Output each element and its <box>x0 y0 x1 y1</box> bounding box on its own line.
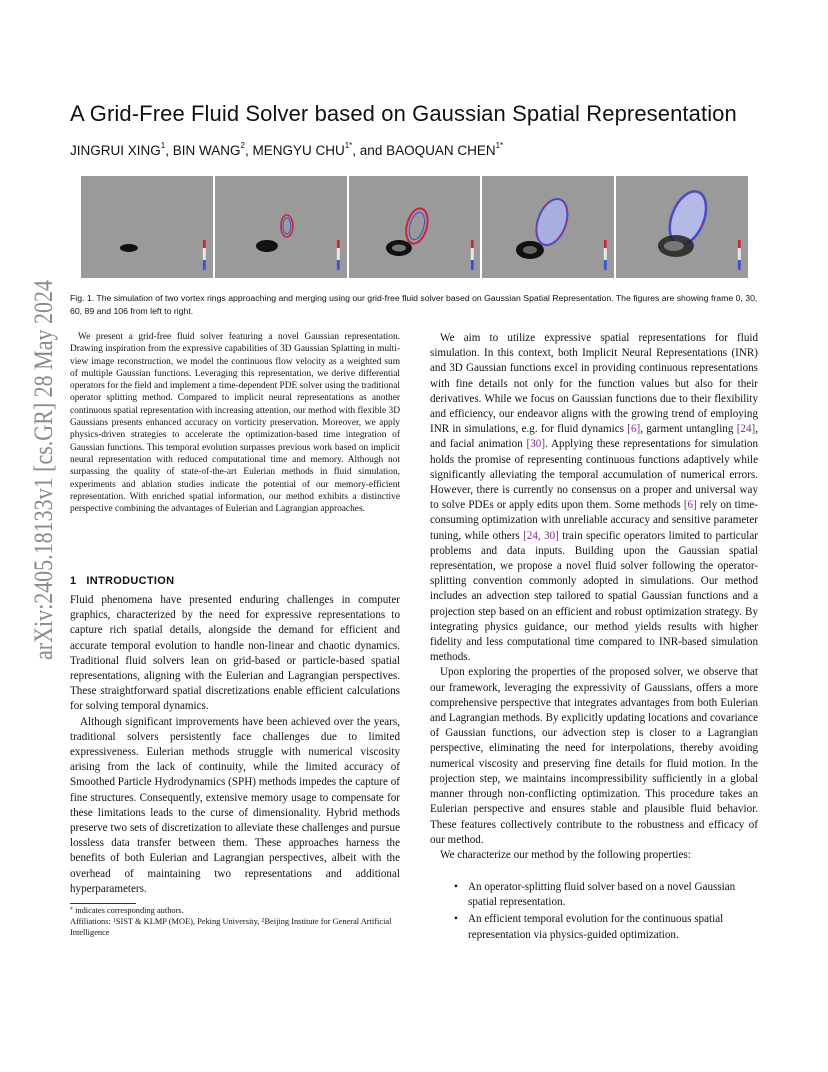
intro-paragraph: Fluid phenomena have presented enduring challenges in computer graphics, characterized by the need for expressive representations to capture rich spatial details, alongside the demand for efficient and accurate temporal evolution to handle non-linear and chaotic dynamics. Traditional fluid solvers lean on grid-based or particle-based spatial representations, aligning with the Eulerian and Lagrangian perspectives. These straightforward spatial discretizations enable efficient calculations for solving temporal dynamics. <box>70 594 400 713</box>
intro-paragraph: We aim to utilize expressive spatial representations for fluid simulation. In this context, both Implicit Neural Representations (INR) and 3D Gaussian functions excel in providing continuous representations with fine details not only for the function values but also for their derivatives. While we focus on Gaussian functions due to their flexibility and efficiency, our endeavor aligns with the growing trend of employing INR in simulations, e.g. for fluid dynamics [6], garment untangling [24], and facial animation [30]. Applying these representations for simulation holds the promise of representing continuous functions adaptively while significantly alleviating the temporal accumulation of numerical errors. However, there is currently no consensus on a proper and universal way to solve PDEs or apply edits upon them. Some methods [6] rely on time-consuming optimization with unreliable accuracy and sensitive parameter tuning, while others [24, 30] train specific operators limited to particular problems and data inputs. Building upon the Gaussian spatial representation, we propose a novel fluid solver following the operator-splitting convention commonly adopted in simulations. Our method includes an advection step tailored to spatial Gaussian functions and a projection step based on an efficient and robust optimization strategy. By integrating physics guidance, our method yields results with higher fidelity and less computational time compared to INR-based simulation methods. <box>430 332 758 664</box>
author-affiliation-mark: 1 <box>160 141 166 150</box>
paper-title: A Grid-Free Fluid Solver based on Gaussian Spatial Representation <box>70 101 737 126</box>
introduction-left-column <box>70 593 400 897</box>
introduction-right-column <box>430 331 758 863</box>
section-heading-introduction <box>70 575 174 587</box>
properties-list <box>452 880 758 945</box>
author-name: JINGRUI XING <box>70 143 161 158</box>
author-affiliation-mark: 1* <box>344 141 353 150</box>
author-affiliation-mark: 2 <box>240 141 245 150</box>
citation-link[interactable]: [30] <box>526 438 546 451</box>
figure-frame-106 <box>616 176 748 278</box>
author-name: MENGYU CHU <box>252 143 345 158</box>
citation-link[interactable]: [6] <box>683 499 697 512</box>
figure-frame-89 <box>482 176 614 278</box>
arxiv-stamp-text: arXiv:2405.18133v1 [cs.GR] 28 May 2024 <box>29 270 58 660</box>
intro-paragraph: Although significant improvements have been achieved over the years, traditional solvers persistently face challenges due to limited expressiveness. Eulerian methods struggle with numerical viscosity arising from the lack of continuity, while the limited accuracy of Smoothed Particle Hydrodynamics (SPH) methods impedes the capture of fine structures. Consequently, extensive memory usage to compensate for these limitations leads to the curse of dimensionality. Hybrid methods preserve two sets of discretization to alleviate these challenges and pursue lossless data transfer between them. These approaches harness the benefits of both Eulerian and Lagrangian perspectives, albeit with the overhead of maintaining two representations and additional hyperparameters. <box>70 715 400 895</box>
footnote-corresponding: * indicates corresponding authors. <box>70 906 184 915</box>
author-name: BAOQUAN CHEN <box>386 143 496 158</box>
figure-frame-30 <box>215 176 347 278</box>
figure-frame-60 <box>349 176 481 278</box>
citation-link[interactable]: [24] <box>736 423 756 436</box>
figure-1-strip <box>81 176 748 278</box>
list-item: • An efficient temporal evolution for the continuous spatial representation via physics-guided optimization. <box>454 913 724 941</box>
abstract <box>70 331 400 515</box>
author-affiliation-mark: 1* <box>495 141 504 150</box>
section-number: 1 <box>70 575 77 587</box>
footnote-rule <box>70 903 136 904</box>
intro-paragraph: Upon exploring the properties of the proposed solver, we observe that our framework, leveraging the expressivity of Gaussians, offers a more comprehensive perspective that integrates advantages from both Eulerian and Lagrangian methods. By explicitly updating locations and covariance of Gaussian functions, our advection step is closer to a Lagrangian perspective, eliminating the need for interpolations, thereby avoiding numerical viscosity and preserving fine details for fluid motion. In the projection step, we maintains incompressibility sufficiently in a global manner through non-conflicting optimization. This procedure takes an Eulerian perspective and ensures stable and plausible fluid behavior. These features collectively contribute to the robustness and efficacy of our method. <box>430 666 758 846</box>
figure-caption: Fig. 1. The simulation of two vortex rings approaching and merging using our grid-free fluid solver based on Gaussian Spatial Representation. The figures are showing frame 0, 30, 60, 89 and 106 from left to right. <box>70 293 758 316</box>
arxiv-side-stamp <box>10 270 70 670</box>
author-list: JINGRUI XING$^1$, BIN WANG$^2$, MENGYU $CHU^{1*}$, and BAOQUAN $CHEN^{1*}$ <box>70 141 504 158</box>
footnote-affiliations: Affiliations: $^1$SIST & KLMP (MOE), Peking University, $^2$Beijing Institute for General Artificial Intelligence <box>70 917 392 937</box>
citation-link[interactable]: [6] <box>627 423 641 436</box>
section-title: INTRODUCTION <box>86 575 175 587</box>
footnotes <box>70 905 400 938</box>
author-name: BIN WANG <box>172 143 241 158</box>
abstract-text: We present a grid-free fluid solver featuring a novel Gaussian representation. Drawing inspiration from the expressive capabilities of 3D Gaussian Splatting in multi-view image reconstruction, we model the continuous flow velocity as a weighted sum of multiple Gaussian functions. Leveraging this representation, we derive differential operators for the field and implement a time-dependent PDE solver using the traditional operator splitting method. Compared to implicit neural representations as another continuous spatial representation with increasing attention, our method with flexible 3D Gaussians presents enhanced accuracy on vorticity preservation. Moreover, we apply physics-driven strategies to accelerate the optimization-based time integration of Gaussian functions. This temporal evolution surpasses previous work based on implicit neural representation with reduced computational time and memory. Although not surpassing the quality of state-of-the-art Eulerian methods in fluid simulation, experiments and ablation studies indicate the potential of our memory-efficient representation. With enriched spatial information, our method exhibits a distinctive perspective combining the advantages of Eulerian and Lagrangian approaches. <box>70 332 400 515</box>
citation-link[interactable]: [24, 30] <box>523 529 559 542</box>
figure-frame-0 <box>81 176 213 278</box>
intro-paragraph: We characterize our method by the following properties: <box>440 848 691 861</box>
list-item: • An operator-splitting fluid solver based on a novel Gaussian spatial representation. <box>454 881 736 909</box>
bullet-icon: • <box>454 881 458 893</box>
bullet-icon: • <box>454 913 458 926</box>
